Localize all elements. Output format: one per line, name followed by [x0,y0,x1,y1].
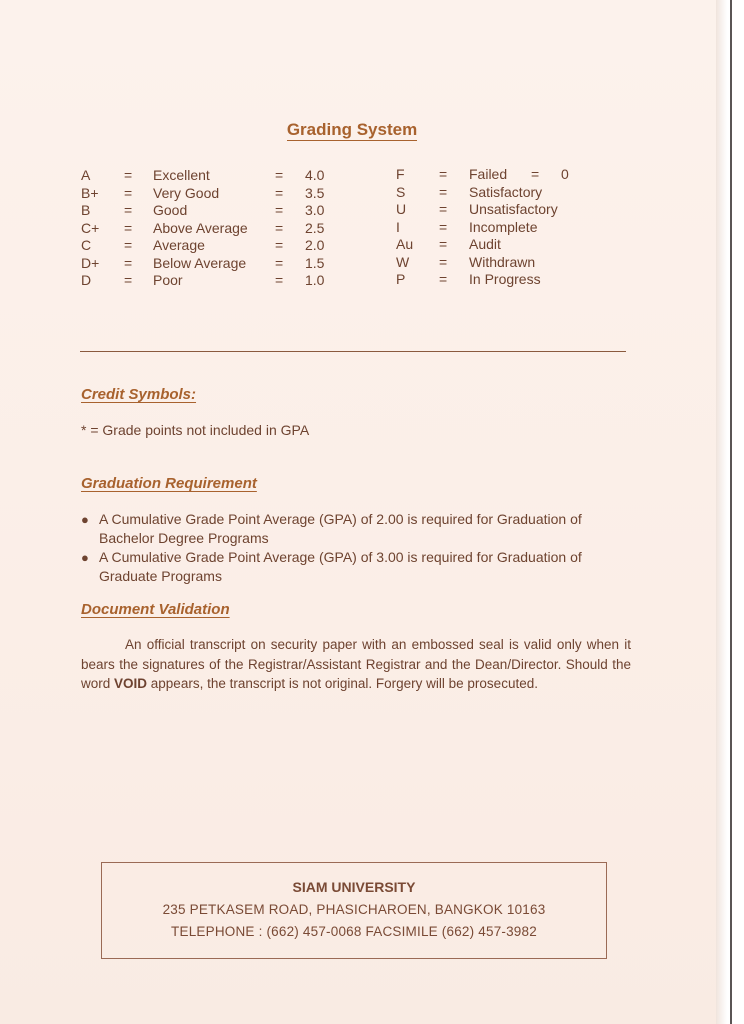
grade-row: S = Satisfactory [396,183,543,200]
list-item: ● A Cumulative Grade Point Average (GPA) of 3.00 is required for Graduation of Graduate Programs [81,549,582,584]
grading-system-title: Grading System [286,120,418,139]
grade-row: B = Good = 3.0 [81,202,325,218]
credit-symbols-note: * = Grade points not included in GPA [81,422,310,438]
graduation-requirement-list [81,510,631,586]
grade-row: Au = Audit [396,236,501,252]
graduation-requirement-title: Graduation Requirement [81,475,257,492]
list-item: ● A Cumulative Grade Point Average (GPA) of 2.00 is required for Graduation of Bachelor Degree Programs [81,511,582,546]
university-address: 235 PETKASEM ROAD, PHASICHAROEN, BANGKOK 10163 [162,902,546,917]
grade-row: B+ = Very Good = 3.5 [81,184,325,201]
page-edge-line [730,0,732,1024]
university-address-box [101,862,607,959]
grade-row: C+ = Above Average = 2.5 [81,219,325,236]
grade-row: I = Incomplete [396,218,538,235]
grade-row: P = In Progress [396,271,541,287]
credit-symbols-title: Credit Symbols: [81,386,197,403]
document-validation-text: An official transcript on security paper with an embossed seal is valid only when it bears the signatures of the Registrar/Assistant Registrar and the Dean/Director. Should the word VOID appears, the transcript is not original. Forgery will be prosecuted. [81,637,631,691]
grades-table-left [81,167,381,290]
grade-row: A = Excellent = 4.0 [81,167,325,183]
university-contact: TELEPHONE : (662) 457-0068 FACSIMILE (662) 457-3982 [171,924,537,939]
grade-row: F = Failed = 0 [396,166,569,182]
bullet-icon: ● [81,550,89,565]
section-divider [80,351,626,352]
grade-row: W = Withdrawn [396,253,536,270]
grade-row: U = Unsatisfactory [396,201,558,217]
university-name: SIAM UNIVERSITY [292,879,416,895]
grade-row: C = Average = 2.0 [81,237,325,253]
grades-table-right [396,166,696,289]
grade-row: D+ = Below Average = 1.5 [81,254,325,271]
document-validation-title: Document Validation [81,601,230,618]
bullet-icon: ● [81,512,89,527]
grade-row: D = Poor = 1.0 [81,272,325,288]
